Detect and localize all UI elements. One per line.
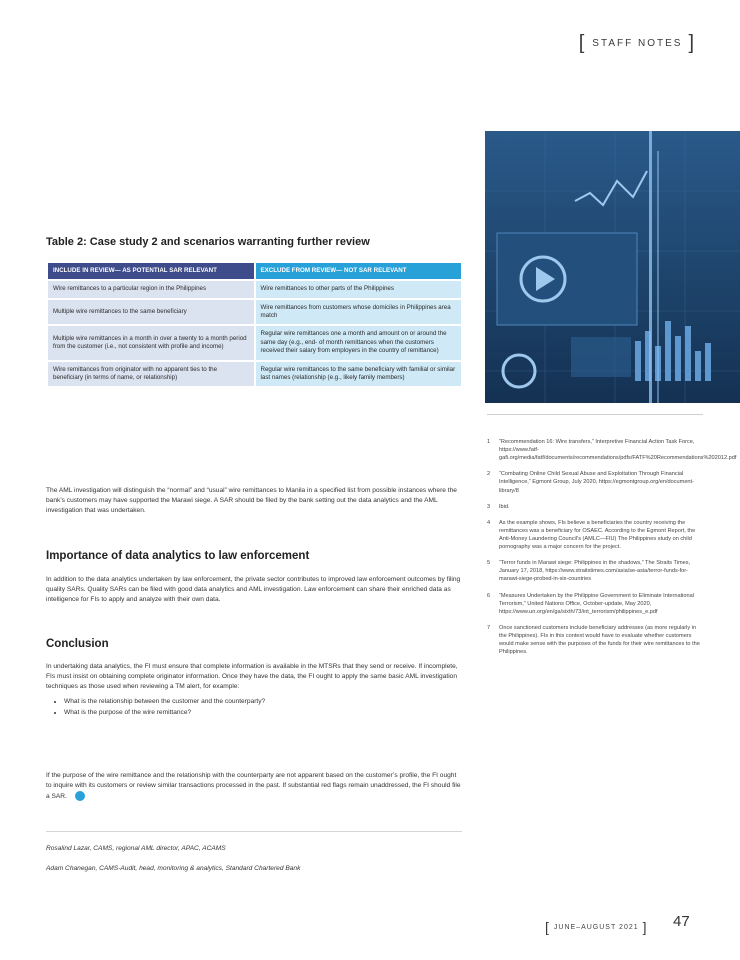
bracket-right-icon: ] xyxy=(642,919,648,935)
data-analytics-illustration xyxy=(485,131,740,403)
list-item: • What is the purpose of the wire remittance? xyxy=(64,708,480,719)
data-analytics-graphic xyxy=(485,131,740,403)
table-row xyxy=(48,362,461,387)
endnote-text: As the example shows, FIs believe a beneficiaries the country receiving the remittances was a beneficiary for OSAEC. According to the Egmont Report, the Anti-Money Laundering Council’s (AMLC—FIU) The Philippines study on child pornography was a major concern for the project. xyxy=(499,519,696,551)
table-cell-exclude: Regular wire remittances one a month and amount on or around the same day (e.g., end- of month remittances when the customers received their salary from employers in the country of remittance) xyxy=(256,326,462,359)
divider xyxy=(46,831,462,832)
endnote-number: 6 xyxy=(487,592,491,599)
table-row xyxy=(48,281,461,297)
table-cell-exclude: Regular wire remittances to the same beneficiary with familial or similar last names (relationship (e.g., likely family members) xyxy=(256,362,462,387)
endnote xyxy=(487,624,703,656)
bracket-left-icon: [ xyxy=(578,32,587,54)
section-body: In undertaking data analytics, the FI must ensure that complete information is available in the MTSRs that they send or receive. If incomplete, FIs must insist on obtaining complete originator information. Once they have the data, the FI ought to apply the same basic AML investigation techniques as those used when reviewing a TM alert, for example: xyxy=(46,663,458,691)
closing-paragraph xyxy=(46,771,462,802)
issue-label xyxy=(545,920,648,934)
document-badge-icon xyxy=(75,791,85,801)
section-heading: Importance of data analytics to law enforcement xyxy=(46,550,310,562)
table-cell-exclude: Wire remittances to other parts of the Philippines xyxy=(256,281,462,297)
endnote xyxy=(487,438,737,462)
table-cell-include: Multiple wire remittances to the same beneficiary xyxy=(48,300,254,325)
divider xyxy=(487,414,703,415)
endnote-number: 1 xyxy=(487,439,491,445)
endnotes xyxy=(487,438,737,664)
table-header-include: INCLUDE IN REVIEW— AS POTENTIAL SAR RELEVANT xyxy=(48,263,254,279)
table-row xyxy=(48,326,461,359)
author-line: Adam Chanegan, CAMS-Audit, head, monitoring & analytics, Standard Chartered Bank xyxy=(46,865,301,872)
section-label-text: STAFF NOTES xyxy=(592,37,683,49)
endnote-number: 5 xyxy=(487,560,491,567)
table-title: Table 2: Case study 2 and scenarios warranting further review xyxy=(46,236,370,248)
endnote-text: “Terror funds in Marawi siege: Philippines in the shadows,” The Straits Times, January 17, 2018, https://www.straitstimes.com/asia/se-asia/terror-funds-for-marawi-siege-probed-in-six-countries xyxy=(499,560,691,583)
question-list xyxy=(46,697,480,718)
paragraph-after-table: The AML investigation will distinguish the “normal” and “usual” wire remittances to Manila in a specified list from possible instances where the bank’s customers may have supported the Marawi siege. A SAR should be filed by the bank setting out the data analytics and the AML investigation that was undertaken. xyxy=(46,487,457,515)
case-study-table xyxy=(46,261,463,388)
author-line: Rosalind Lazar, CAMS, regional AML director, APAC, ACAMS xyxy=(46,845,226,852)
endnote-number: 3 xyxy=(487,503,491,510)
table-cell-include: Multiple wire remittances in a month in over a twenty to a month period from the customer (i.e., not consistent with profile and income) xyxy=(48,326,254,359)
closing-text: If the purpose of the wire remittance and the relationship with the counterparty are not apparent based on the customer’s profile, the FI ought to inquire with its customers or review similar transactions processed in the past. If substantial red flags remain unaddressed, the FI should file a SAR. xyxy=(46,772,461,801)
section-body: In addition to the data analytics undertaken by law enforcement, the private sector contributes to improved law enforcement outcomes by filing quality SARs. Quality SARs can be filed with good data analytics and AML investigation. Law enforcement can share their enriched data as intelligence for FIs to apply and analyze with their own data. xyxy=(46,576,461,604)
endnote-text: Ibid. xyxy=(499,503,510,510)
page-number: 47 xyxy=(673,913,690,930)
table-cell-exclude: Wire remittances from customers whose domiciles in Philippines area match xyxy=(256,300,462,325)
endnote-text: “Recommendation 16: Wire transfers,” Interpretive Financial Action Task Force, https://www.fatf-gafi.org/media/fatf/documents/recommendations/pdfs/FATF%20Recommendations%202012.pdf xyxy=(499,439,737,462)
table-cell-include: Wire remittances to a particular region in the Philippines xyxy=(48,281,254,297)
endnote xyxy=(487,592,703,616)
endnote xyxy=(487,519,703,551)
endnote-number: 4 xyxy=(487,519,491,526)
section-heading: Conclusion xyxy=(46,638,109,650)
issue-text: JUNE–AUGUST 2021 xyxy=(553,923,639,931)
endnote-number: 2 xyxy=(487,471,491,478)
bracket-right-icon: ] xyxy=(688,32,696,54)
endnote-text: Once sanctioned customers include beneficiary addresses (as more regularly in the Philippines). FIs in this context would have to evaluate whether customers would make sense with the purposes of the funds for their wire remittances to the Philippines. xyxy=(499,624,700,656)
endnote-text: “Combating Online Child Sexual Abuse and Exploitation Through Financial Intelligence,” Egmont Group, July 2020, https://egmontgroup.org/en/document-library/8 xyxy=(499,471,694,494)
table-header-exclude: EXCLUDE FROM REVIEW— NOT SAR RELEVANT xyxy=(256,263,462,279)
table-row xyxy=(48,300,461,325)
endnote xyxy=(487,503,703,511)
list-item: • What is the relationship between the customer and the counterparty? xyxy=(64,697,480,708)
endnote-number: 7 xyxy=(487,624,491,631)
endnote-text: “Measures Undertaken by the Philippine Government to Eliminate International Terrorism,” United Nations Office, October-update, May 2020, https://www.un.org/en/ga/sixth/73/int_terrorism/philippines_e.pdf xyxy=(499,592,694,615)
table-cell-include: Wire remittances from originator with no apparent ties to the beneficiary (in terms of name, or relationship) xyxy=(48,362,254,387)
bracket-left-icon: [ xyxy=(545,919,550,935)
section-label xyxy=(579,33,696,53)
endnote xyxy=(487,470,703,494)
endnote xyxy=(487,559,703,583)
